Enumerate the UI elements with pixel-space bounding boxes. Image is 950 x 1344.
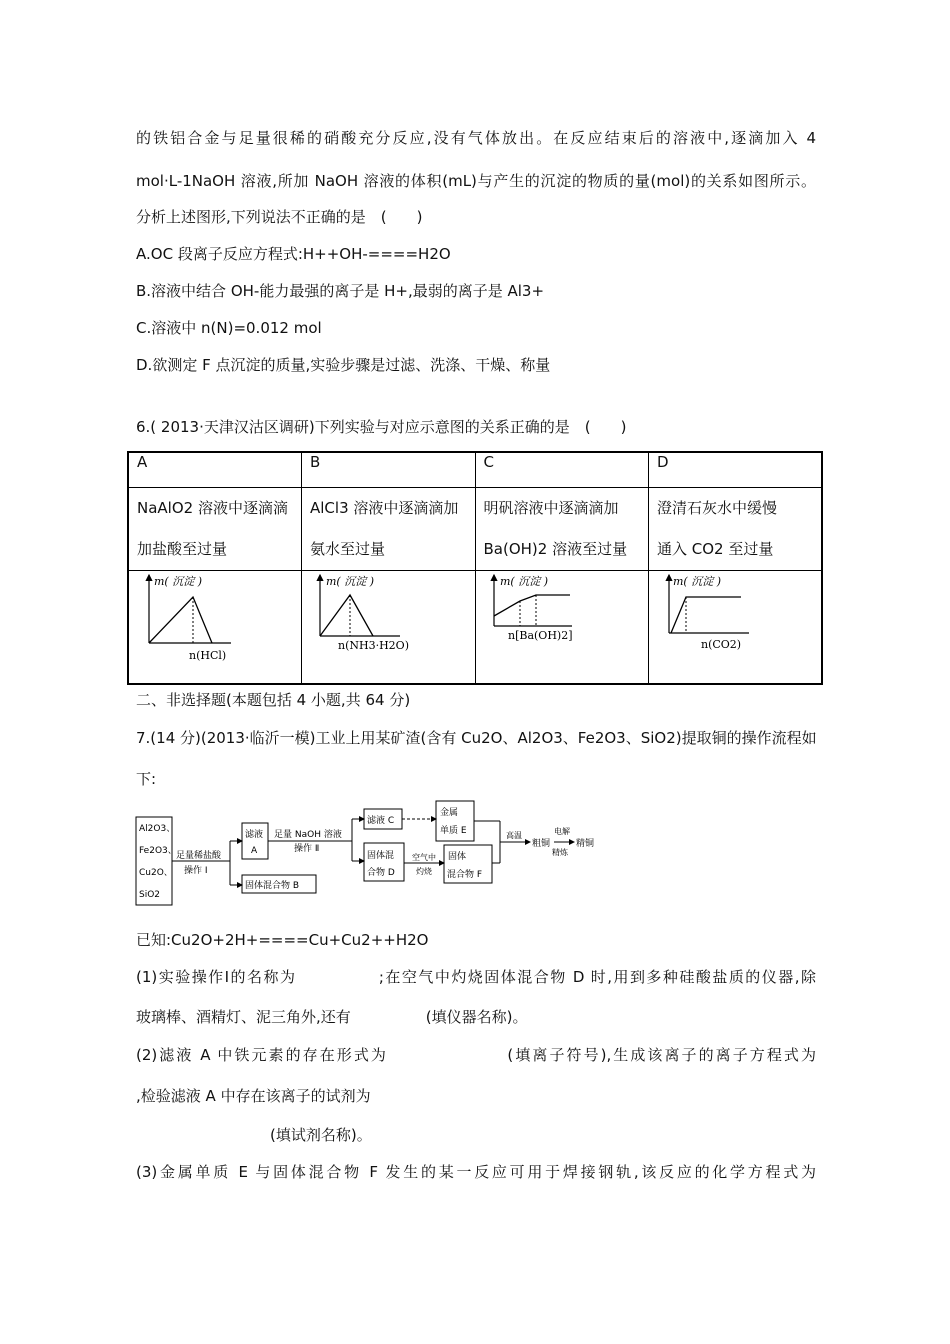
filtrate-a-label: A xyxy=(251,846,258,856)
x-axis-label: n[Ba(OH)2] xyxy=(507,629,573,642)
text-line: mol·L-1NaOH 溶液,所加 NaOH 溶液的体积(mL)与产生的沉淀的物质的量(mol)的关系如图所示。 xyxy=(136,172,816,190)
electrolysis-label: 电解 xyxy=(554,827,570,836)
sub-question-2: (2)滤液 A 中铁元素的存在形式为 (填离子符号),生成该离子的离子方程式为 xyxy=(136,1046,816,1064)
x-axis-label: n(CO2) xyxy=(701,638,742,651)
col-header: B xyxy=(302,452,476,488)
raw-item: Fe2O3、 xyxy=(139,846,177,856)
graph-d xyxy=(657,571,815,679)
option-c: C.溶液中 n(N)=0.012 mol xyxy=(136,319,322,337)
desc-cell: 澄清石灰水中缓慢 通入 CO2 至过量 xyxy=(649,488,823,571)
graph-cell-d xyxy=(649,571,823,685)
sub-question-3: (3)金属单质 E 与固体混合物 F 发生的某一反应可用于焊接钢轨,该反应的化学方程式为 xyxy=(136,1163,816,1181)
question-7-cont: 下: xyxy=(136,770,157,788)
col-header: D xyxy=(649,452,823,488)
col-header: C xyxy=(475,452,649,488)
fine-copper: 精铜 xyxy=(576,839,595,849)
metal-e-label: 金属 xyxy=(440,808,459,818)
sub-question-1: (1)实验操作Ⅰ的名称为 ;在空气中灼烧固体混合物 D 时,用到多种硅酸盐质的仪器,除 xyxy=(136,968,816,986)
raw-item: SiO2 xyxy=(139,890,161,900)
known-equation: 已知:Cu2O+2H+====Cu+Cu2++H2O xyxy=(136,931,429,949)
op1-reagent: 足量稀盐酸 xyxy=(176,851,222,861)
graph-cell-c xyxy=(475,571,649,685)
sub-question-2-cont: ,检验滤液 A 中存在该离子的试剂为 xyxy=(136,1087,371,1105)
text-line: 的铁铝合金与足量很稀的硝酸充分反应,没有气体放出。在反应结束后的溶液中,逐滴加入 4 xyxy=(136,129,816,147)
option-a: A.OC 段离子反应方程式:H++OH-====H2O xyxy=(136,245,451,263)
question-7: 7.(14 分)(2013·临沂一模)工业上用某矿渣(含有 Cu2O、Al2O3、Fe2O3、SiO2)提取铜的操作流程如 xyxy=(136,729,817,747)
section-heading: 二、非选择题(本题包括 4 小题,共 64 分) xyxy=(136,691,411,709)
op2-label: 操作 Ⅱ xyxy=(294,844,320,854)
filtrate-a-label: 滤液 xyxy=(245,830,264,840)
x-axis-label: n(HCl) xyxy=(189,649,227,662)
solid-f-label: 固体 xyxy=(448,852,467,862)
sub-question-2-end: (填试剂名称)。 xyxy=(270,1126,372,1144)
graph-c xyxy=(484,571,656,679)
graph-b xyxy=(310,571,490,679)
x-axis-label: n(NH3·H2O) xyxy=(338,639,409,652)
refining-label: 精炼 xyxy=(552,848,568,857)
desc-cell: 明矾溶液中逐滴滴加 Ba(OH)2 溶液至过量 xyxy=(475,488,649,571)
desc-cell: AlCl3 溶液中逐滴滴加 氨水至过量 xyxy=(302,488,476,571)
solid-f-label: 混合物 F xyxy=(447,870,483,880)
metal-e-label: 单质 E xyxy=(440,826,467,836)
y-axis-label: m( 沉淀 ) xyxy=(154,575,203,588)
desc-cell: NaAlO2 溶液中逐滴滴 加盐酸至过量 xyxy=(128,488,302,571)
question-6: 6.( 2013·天津汉沽区调研)下列实验与对应示意图的关系正确的是 ( ) xyxy=(136,418,627,436)
op2-reagent: 足量 NaOH 溶液 xyxy=(274,830,342,840)
solid-d-label: 合物 D xyxy=(367,868,395,878)
graph-cell-a xyxy=(128,571,302,685)
raw-item: Cu2O、 xyxy=(139,868,173,878)
option-d: D.欲测定 F 点沉淀的质量,实验步骤是过滤、洗涤、干燥、称量 xyxy=(136,356,551,374)
filtrate-c-label: 滤液 C xyxy=(367,816,395,826)
graph-cell-b xyxy=(302,571,476,685)
op1-label: 操作 Ⅰ xyxy=(184,866,208,876)
process-flowchart xyxy=(134,797,598,909)
option-b: B.溶液中结合 OH-能力最强的离子是 H+,最弱的离子是 Al3+ xyxy=(136,282,545,300)
high-temp-label: 高温 xyxy=(506,831,522,840)
y-axis-label: m( 沉淀 ) xyxy=(499,575,548,588)
crude-copper: 粗铜 xyxy=(532,839,551,849)
options-table xyxy=(127,451,823,685)
graph-a xyxy=(137,571,317,679)
calcine-label: 空气中 xyxy=(412,853,436,862)
raw-item: Al2O3、 xyxy=(139,824,176,834)
y-axis-label: m( 沉淀 ) xyxy=(326,575,375,588)
solid-b-label: 固体混合物 B xyxy=(245,881,300,891)
sub-question-1-cont: 玻璃棒、酒精灯、泥三角外,还有 (填仪器名称)。 xyxy=(136,1008,528,1026)
calcine-label: 灼烧 xyxy=(416,867,432,876)
col-header: A xyxy=(128,452,302,488)
question-stem: 分析上述图形,下列说法不正确的是 ( ) xyxy=(136,208,423,226)
solid-d-label: 固体混 xyxy=(367,851,395,861)
y-axis-label: m( 沉淀 ) xyxy=(673,575,722,588)
